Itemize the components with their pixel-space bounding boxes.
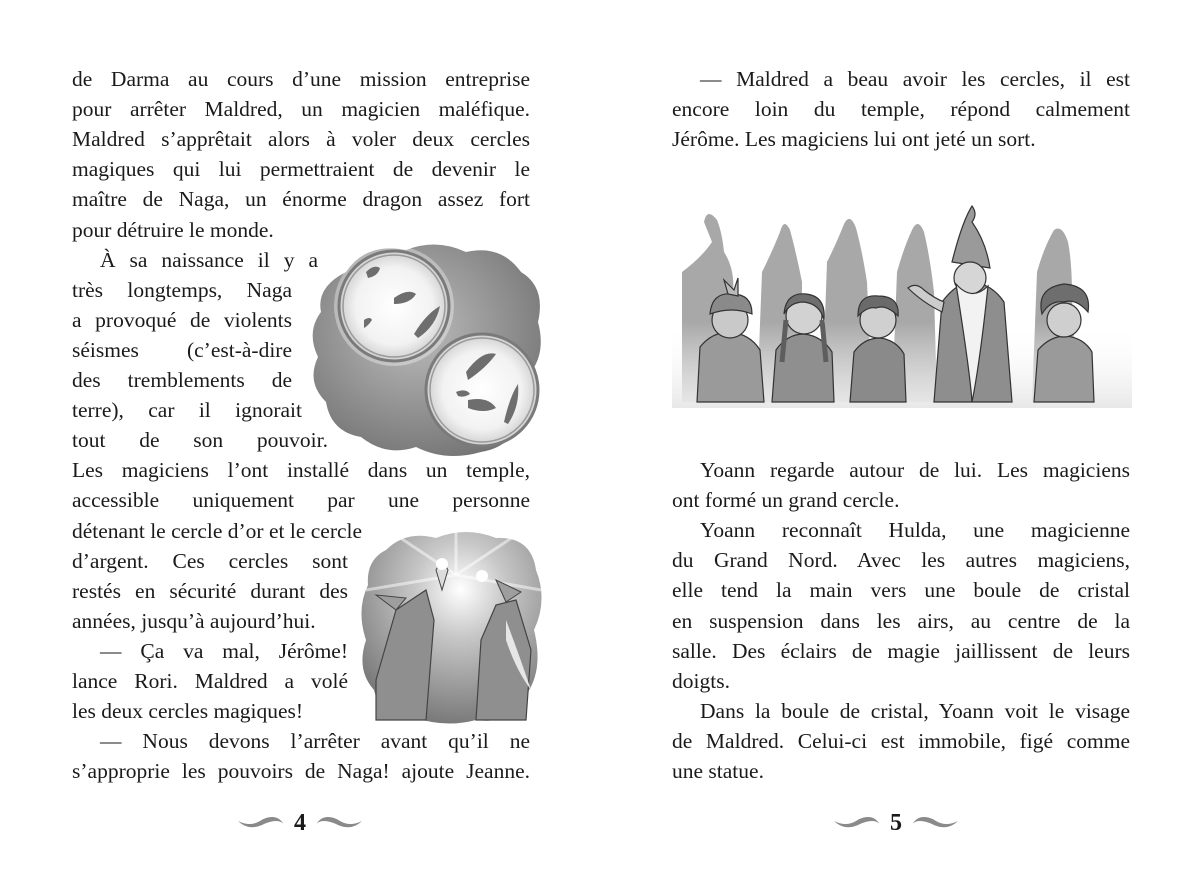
text-line: pour arrêter Maldred, un magicien maléfique. (72, 97, 530, 122)
text-line: Yoann reconnaît Hulda, une magicienne (700, 518, 1130, 543)
text-line: d’argent. Ces cercles sont (72, 548, 348, 573)
text-line: des tremblements de (72, 368, 292, 392)
page-number: 5 (890, 809, 902, 836)
text-line: les deux cercles magiques! (72, 699, 304, 724)
child-boy (850, 296, 906, 402)
text-line: années, jusqu’à aujourd’hui. (72, 608, 316, 633)
text-line: de Maldred. Celui-ci est immobile, figé comme (672, 728, 1130, 753)
text-line: très longtemps, Naga (72, 277, 292, 302)
left-ornament-icon (236, 813, 286, 833)
text-line: restés en sécurité durant des (72, 578, 348, 603)
text-line: maître de Naga, un énorme dragon assez fort (72, 187, 530, 212)
right-page (600, 0, 1200, 871)
characters-and-wizard-illustration (672, 202, 1132, 408)
page-number-footer (826, 806, 966, 840)
text-line: séismes (c’est-à-dire (72, 337, 292, 362)
page-number-footer (230, 806, 370, 840)
text-line: détenant le cercle d’or et le cercle (72, 518, 363, 543)
text-line: s’approprie les pouvoirs de Naga! ajoute Jeanne. (72, 759, 530, 784)
text-line: Les magiciens l’ont installé dans un temple, (72, 458, 530, 483)
text-line: — Maldred a beau avoir les cercles, il est (700, 67, 1130, 91)
text-line: — Nous devons l’arrêter avant qu’il ne (100, 729, 530, 754)
wizards-illustration (356, 530, 542, 726)
text-line: À sa naissance il y a (100, 247, 318, 272)
text-line: doigts. (672, 668, 730, 693)
text-line: — Ça va mal, Jérôme! (100, 638, 348, 663)
right-ornament-icon (314, 813, 364, 833)
left-ornament-icon (832, 813, 882, 833)
text-line: du Grand Nord. Avec les autres magiciens, (672, 548, 1130, 573)
text-line: elle tend la main vers une boule de cristal (672, 578, 1130, 603)
text-line: encore loin du temple, répond calmement (672, 97, 1130, 122)
text-line: tout de son pouvoir. (72, 428, 328, 453)
text-line: de Darma au cours d’une mission entreprise (72, 67, 530, 91)
text-line: Maldred s’apprêtait alors à voler deux cercles (72, 127, 530, 152)
text-line: terre), car il ignorait (72, 398, 302, 423)
page-number: 4 (294, 809, 306, 836)
text-line: pour détruire le monde. (72, 217, 274, 242)
text-line: accessible uniquement par une personne (72, 488, 530, 513)
text-line: magiques qui lui permettraient de devenir le (72, 157, 530, 182)
text-line: salle. Des éclairs de magie jaillissent de leurs (672, 638, 1130, 663)
text-line: Yoann regarde autour de lui. Les magiciens (700, 458, 1130, 482)
text-line: une statue. (672, 759, 764, 783)
text-line: ont formé un grand cercle. (672, 488, 900, 513)
text-line: a provoqué de violents (72, 307, 292, 332)
text-line: Dans la boule de cristal, Yoann voit le visage (700, 698, 1130, 723)
text-line: en suspension dans les airs, au centre de la (672, 608, 1130, 633)
right-ornament-icon (910, 813, 960, 833)
magic-circles-illustration (306, 242, 544, 460)
text-line: Jérôme. Les magiciens lui ont jeté un sort. (672, 127, 1036, 152)
text-line: lance Rori. Maldred a volé (72, 669, 348, 693)
